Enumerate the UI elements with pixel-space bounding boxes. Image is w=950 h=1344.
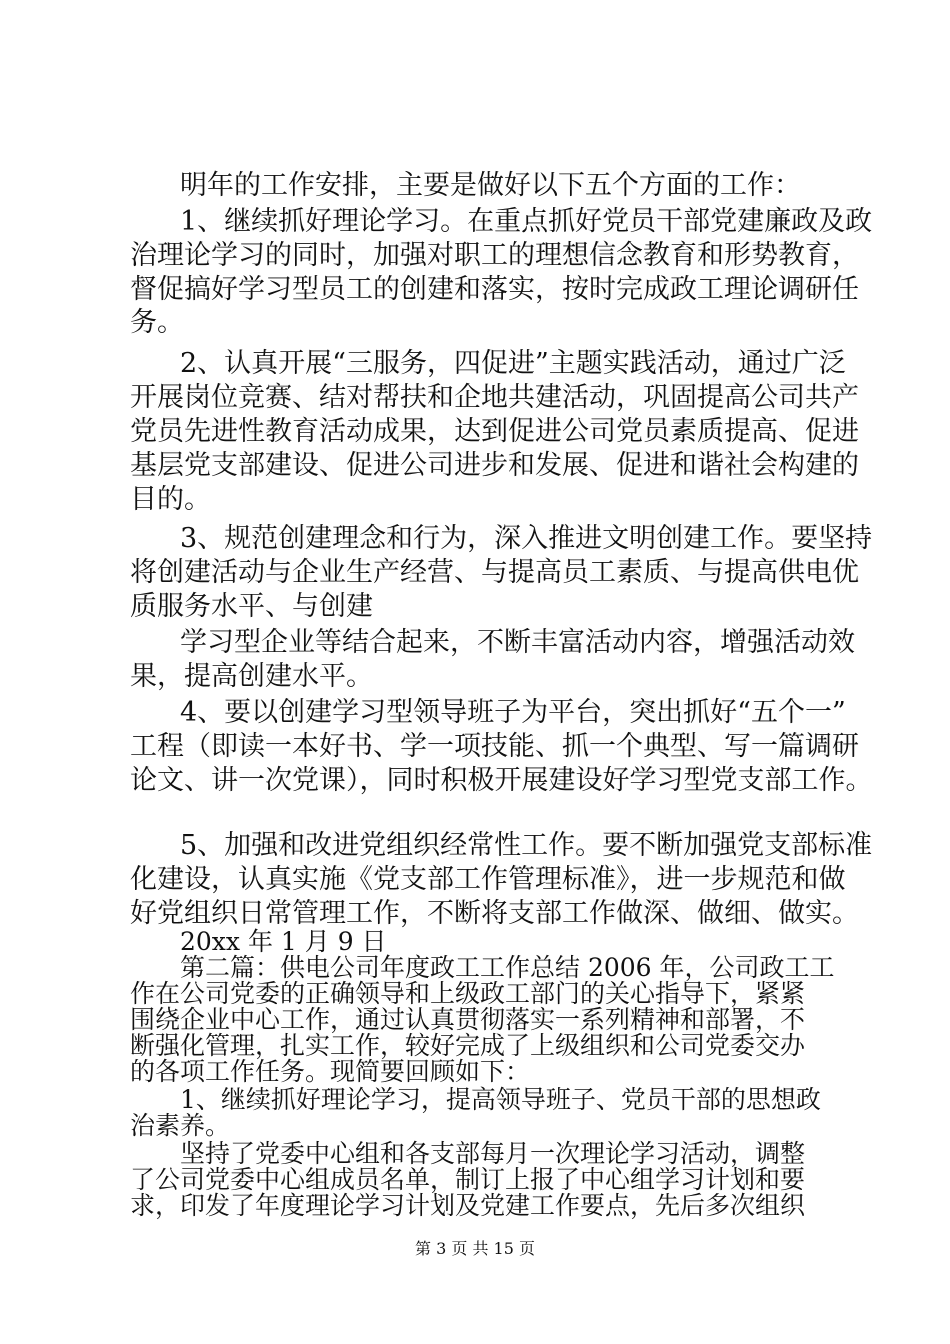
text-line: 断强化管理，扎实工作，较好完成了上级组织和公司党委交办: [130, 1031, 806, 1060]
text-line: 化建设，认真实施《党支部工作管理标准》，进一步规范和做: [130, 864, 846, 895]
text-line: 质服务水平、与创建: [130, 591, 373, 622]
text-line: 求，印发了年度理论学习计划及党建工作要点，先后多次组织: [130, 1191, 806, 1220]
text-line: 第二篇：供电公司年度政工工作总结 2006 年，公司政工工: [180, 953, 835, 982]
text-line: 明年的工作安排，主要是做好以下五个方面的工作：: [180, 170, 801, 201]
page-number-footer: 第 3 页 共 15 页: [415, 1239, 535, 1258]
text-line: 党员先进性教育活动成果，达到促进公司党员素质提高、促进: [130, 416, 859, 447]
text-line: 督促搞好学习型员工的创建和落实，按时完成政工理论调研任: [130, 274, 859, 305]
text-line: 的各项工作任务。现简要回顾如下：: [130, 1057, 531, 1086]
text-line: 2、认真开展“三服务，四促进”主题实践活动，通过广泛: [180, 348, 846, 379]
date-line: 20xx 年 1 月 9 日: [180, 927, 387, 956]
text-line: 工程（即读一本好书、学一项技能、抓一个典型、写一篇调研: [130, 731, 859, 762]
text-line: 基层党支部建设、促进公司进步和发展、促进和谐社会构建的: [130, 450, 859, 481]
text-line: 治理论学习的同时，加强对职工的理想信念教育和形势教育，: [130, 240, 859, 271]
text-line: 5、加强和改进党组织经常性工作。要不断加强党支部标准: [180, 830, 873, 861]
text-line: 将创建活动与企业生产经营、与提高员工素质、与提高供电优: [130, 557, 859, 588]
text-line: 论文、讲一次党课），同时积极开展建设好学习型党支部工作。: [130, 765, 873, 796]
text-line: 了公司党委中心组成员名单，制订上报了中心组学习计划和要: [130, 1165, 806, 1194]
text-line: 开展岗位竞赛、结对帮扶和企地共建活动，巩固提高公司共产: [130, 382, 859, 413]
text-line: 学习型企业等结合起来，不断丰富活动内容，增强活动效: [180, 627, 855, 658]
text-line: 果，提高创建水平。: [130, 661, 373, 692]
text-line: 1、继续抓好理论学习。在重点抓好党员干部党建廉政及政: [180, 206, 873, 237]
text-line: 作在公司党委的正确领导和上级政工部门的关心指导下，紧紧: [130, 979, 806, 1008]
text-line: 坚持了党委中心组和各支部每月一次理论学习活动，调整: [180, 1139, 806, 1168]
text-line: 1、继续抓好理论学习，提高领导班子、党员干部的思想政: [180, 1085, 821, 1114]
text-line: 务。: [130, 307, 184, 338]
text-line: 目的。: [130, 484, 211, 515]
text-line: 3、规范创建理念和行为，深入推进文明创建工作。要坚持: [180, 523, 873, 554]
text-line: 好党组织日常管理工作，不断将支部工作做深、做细、做实。: [130, 898, 859, 929]
text-line: 治素养。: [130, 1111, 231, 1140]
text-line: 4、要以创建学习型领导班子为平台，突出抓好“五个一”: [180, 697, 846, 728]
text-line: 围绕企业中心工作，通过认真贯彻落实一系列精神和部署，不: [130, 1005, 806, 1034]
